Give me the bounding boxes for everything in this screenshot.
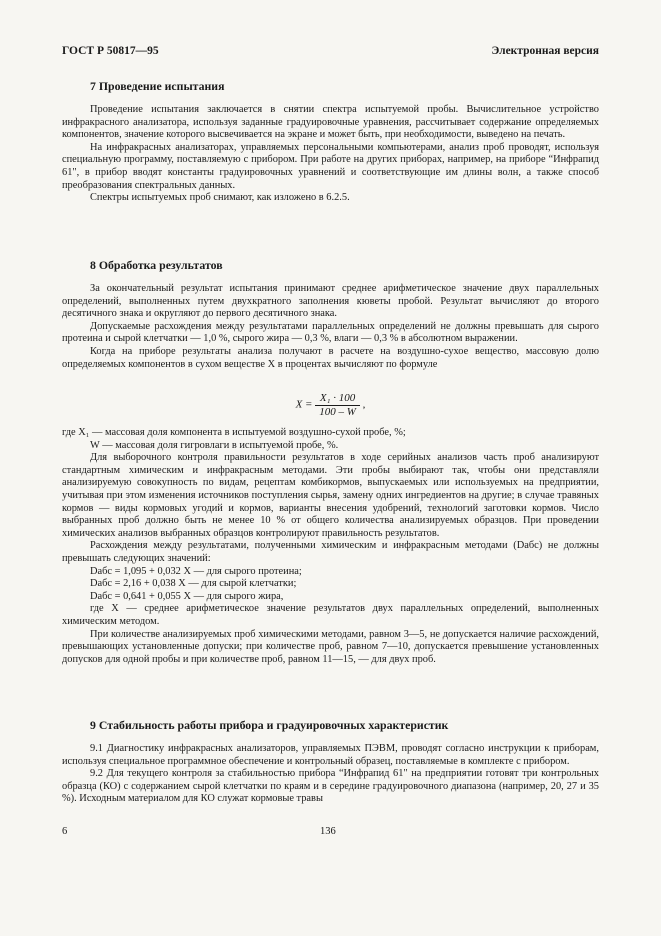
section-9-paragraph: 9.2 Для текущего контроля за стабильностью прибора “Инфрапид 61" на предприятии готовят три контрольных образца (КО) с содержанием сырой клетчатки по краям и в середине градуировочного диапазона (например, 20, 27 и 35 %). Исходным материалом для КО служат кормовые травы [62,768,599,805]
formula-tail: , [362,398,366,411]
page-number-center: 136 [320,826,336,837]
header-electronic-version: Электронная версия [491,45,599,57]
section-8-title: 8 Обработка результатов [90,258,223,272]
section-8-body-top [62,283,599,371]
formula [62,392,599,418]
section-8-paragraph: За окончательный результат испытания принимают среднее арифметическое значение двух параллельных определений, выполненных путем двухкратного заполнения кюветы пробой. Результат вычисляют до второго десятичного знака и округляют до первого десятичного знака. [62,283,599,320]
section-8-paragraph: Когда на приборе результаты анализа получают в расчете на воздушно-сухое вещество, массовую долю определяемых компонентов в сухом веществе X в процентах вычисляют по формуле [62,345,599,370]
section-7-title: 7 Проведение испытания [90,79,225,93]
section-7-paragraph: Проведение испытания заключается в снятии спектра испытуемой пробы. Вычислительное устройство инфракрасного анализатора, используя заданные градуировочные уравнения, рассчитывает содержание определяемых компонентов, значение которого высвечивается на экране и может быть, при необходимости, выведено на печать. [62,104,599,141]
tolerance-fat: Dабс = 0,641 + 0,055 X — для сырого жира, [90,590,284,602]
formula-numerator: X₁ · 100 [315,392,360,406]
section-7-paragraph: Спектры испытуемых проб снимают, как изложено в 6.2.5. [90,192,350,204]
section-9-paragraph: 9.1 Диагностику инфракрасных анализаторов, управляемых ПЭВМ, проводят согласно инструкции к приборам, используя специальное программное обеспечение и контрольный образец, поставляемые в комплекте с прибором. [62,743,599,767]
formula-where-w: W — массовая доля гигровлаги в испытуемой пробе, %. [90,439,339,451]
section-8-paragraph: Допускаемые расхождения между результатами параллельных определений не должны превышать для сырого протеина и сырой клетчатки — 1,0 %, сырого жира — 0,3 %, влаги — 0,3 % в абсолютном выражении. [62,320,599,345]
tolerance-protein: Dабс = 1,095 + 0,032 X — для сырого протеина; [90,565,302,577]
header-standard-code: ГОСТ Р 50817—95 [62,45,159,57]
section-7-body [62,104,599,205]
formula-denominator: 100 – W [319,405,356,418]
section-8-paragraph: где X — среднее арифметическое значение результатов двух параллельных определений, выполненных химическим методом. [62,603,599,627]
tolerance-fiber: Dабс = 2,16 + 0,038 X — для сырой клетчатки; [90,578,297,590]
formula-where-x1: где X₁ — массовая доля компонента в испытуемой воздушно-сухой пробе, %; [62,427,406,438]
section-9-title: 9 Стабильность работы прибора и градуировочных характеристик [90,718,449,732]
section-7-paragraph: На инфракрасных анализаторах, управляемых персональными компьютерами, анализ проб проводят, используя специальную программу, поставляемую с прибором. При работе на других приборах, например, на приборе “Инфрапид 61", в прибор вводят константы градуировочных уравнений и соответствующие им длины волн, а также способ преобразования спектральных данных. [62,141,599,191]
section-8-paragraph: При количестве анализируемых проб химическими методами, равном 3—5, не допускается наличие расхождений, превышающих установленные допуски; при количестве проб, равном 7—10, допускается превышение установленных допусков для одной пробы и при количестве проб, равном 11—15, — для двух проб. [62,628,599,665]
formula-block [62,392,599,422]
page-number-left: 6 [62,826,68,837]
section-8-paragraph: Для выборочного контроля правильности результатов в ходе серийных анализов часть проб анализируют стандартным химическим и инфракрасным методами. Эти пробы выбирают так, чтобы они представляли анализируемую совокупность по видам, рецептам комбикормов, выпускаемых или используемых на предприятии, учитывая при этом изменения источников поступления сырья, замену одних ингредиентов на другие; в случае травяных кормов — виды кормовых угодий и кормов, варианты внесения удобрений, технологий заготовки кормов. Число выбранных проб должно быть не менее 10 % от общего количества анализируемых образцов. При проведении химических анализов выбранных образцов контролируют правильность результатов. [62,452,599,539]
section-8-paragraph: Расхождения между результатами, полученными химическим и инфракрасным методами (Dабс) не должны превышать следующих значений: [62,540,599,564]
section-9-body [62,743,599,806]
formula-fraction [315,392,360,418]
formula-lhs: X = [295,398,313,411]
section-8-body-bottom [62,427,599,666]
